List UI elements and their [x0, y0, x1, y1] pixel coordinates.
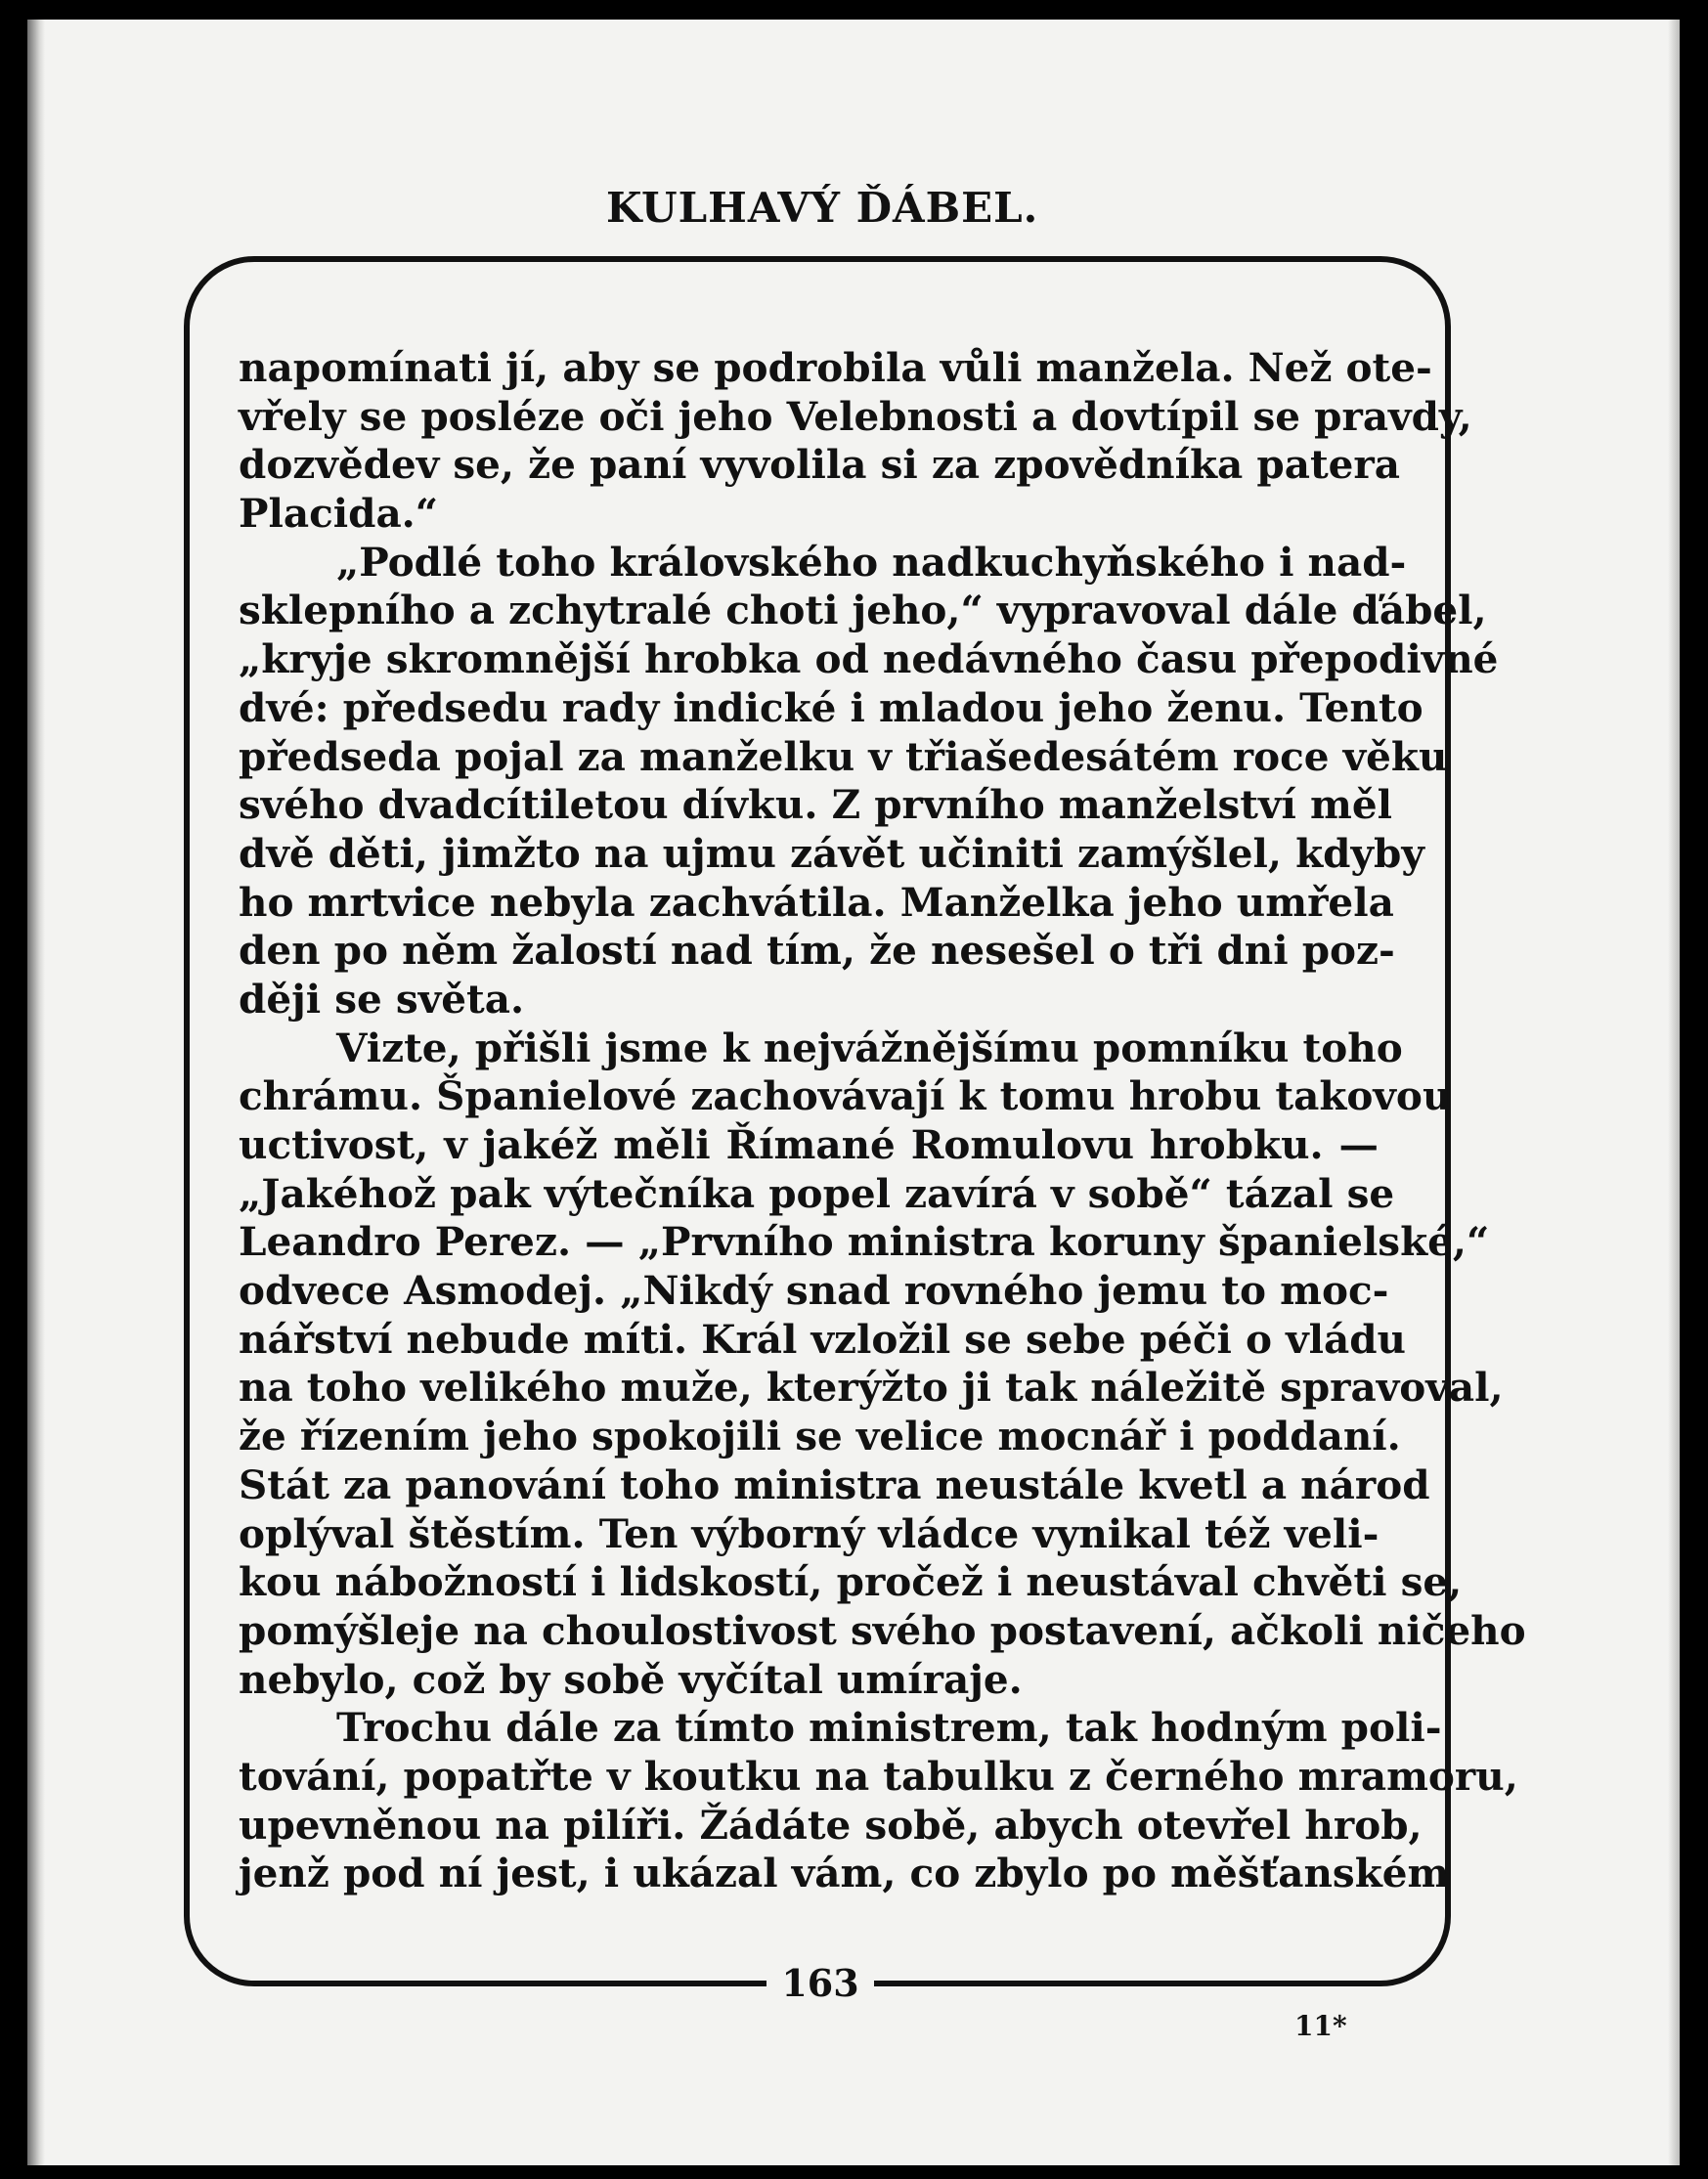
text-line: den po něm žalostí nad tím, že nesešel o tři dni poz-: [239, 927, 1395, 975]
text-line: svého dvadcítiletou dívku. Z prvního manželství měl: [239, 781, 1393, 829]
text-line: chrámu. Španielové zachovávají k tomu hrobu takovou: [239, 1072, 1452, 1120]
text-line: ho mrtvice nebyla zachvátila. Manželka jeho umřela: [239, 878, 1394, 926]
text-line: upevněnou na pilíři. Žádáte sobě, abych otevřel hrob,: [239, 1801, 1423, 1849]
gutter-shadow: [27, 20, 45, 2165]
book-page: [27, 20, 1680, 2165]
text-line: na toho velikého muže, kterýžto ji tak náležitě spravoval,: [239, 1364, 1504, 1412]
text-line: pomýšleje na choulostivost svého postavení, ačkoli ničeho: [239, 1606, 1526, 1654]
text-line: Vizte, přišli jsme k nejvážnějšímu pomníku toho: [336, 1024, 1403, 1071]
text-line: dvé: předsedu rady indické i mladou jeho ženu. Tento: [239, 683, 1423, 731]
text-line: jenž pod ní jest, i ukázal vám, co zbylo po měšťanském: [239, 1850, 1450, 1897]
text-line: kou nábožností i lidskostí, pročež i neustával chvěti se,: [239, 1558, 1463, 1606]
text-line: sklepního a zchytralé choti jeho,“ vypravoval dále ďábel,: [239, 587, 1487, 634]
text-line: napomínati jí, aby se podrobila vůli manžela. Než ote-: [239, 344, 1432, 391]
text-line: nebylo, což by sobě vyčítal umíraje.: [239, 1655, 1023, 1703]
text-line: „Podlé toho královského nadkuchyňského i nad-: [336, 538, 1407, 586]
scan-edge: [1668, 20, 1680, 2165]
text-line: Stát za panování toho ministra neustále kvetl a národ: [239, 1460, 1430, 1508]
text-line: ději se světa.: [239, 975, 525, 1023]
text-line: Placida.“: [239, 490, 439, 538]
text-line: dvě děti, jimžto na ujmu závět učiniti zamýšlel, kdyby: [239, 829, 1424, 877]
text-line: dozvědev se, že paní vyvolila si za zpovědníka patera: [239, 441, 1401, 489]
text-line: odvece Asmodej. „Nikdý snad rovného jemu to moc-: [239, 1267, 1389, 1315]
text-line: nářství nebude míti. Král vzložil se sebe péči o vládu: [239, 1315, 1406, 1363]
signature-mark: 11*: [1294, 2010, 1347, 2042]
running-head: KULHAVÝ ĎÁBEL.: [606, 184, 1039, 232]
text-line: „Jakéhož pak výtečníka popel zavírá v sobě“ tázal se: [239, 1169, 1395, 1217]
text-line: uctivost, v jakéž měli Římané Romulovu hrobku. —: [239, 1121, 1379, 1168]
text-line: že řízením jeho spokojili se velice mocnář i poddaní.: [239, 1413, 1401, 1460]
body-text: [239, 344, 1526, 1898]
page-number: 163: [766, 1961, 874, 2005]
text-line: tování, popatřte v koutku na tabulku z černého mramoru,: [239, 1752, 1518, 1800]
text-line: Trochu dále za tímto ministrem, tak hodným poli-: [336, 1704, 1442, 1752]
text-line: oplýval štěstím. Ten výborný vládce vynikal též veli-: [239, 1509, 1380, 1557]
text-line: Leandro Perez. — „Prvního ministra koruny španielské,“: [239, 1218, 1490, 1266]
text-line: předseda pojal za manželku v třiašedesátém roce věku: [239, 732, 1448, 780]
page-number-area: [184, 1961, 1451, 2008]
text-line: vřely se posléze oči jeho Velebnosti a dovtípil se pravdy,: [239, 392, 1472, 440]
text-line: „kryje skromnější hrobka od nedávného času přepodivné: [239, 635, 1499, 683]
